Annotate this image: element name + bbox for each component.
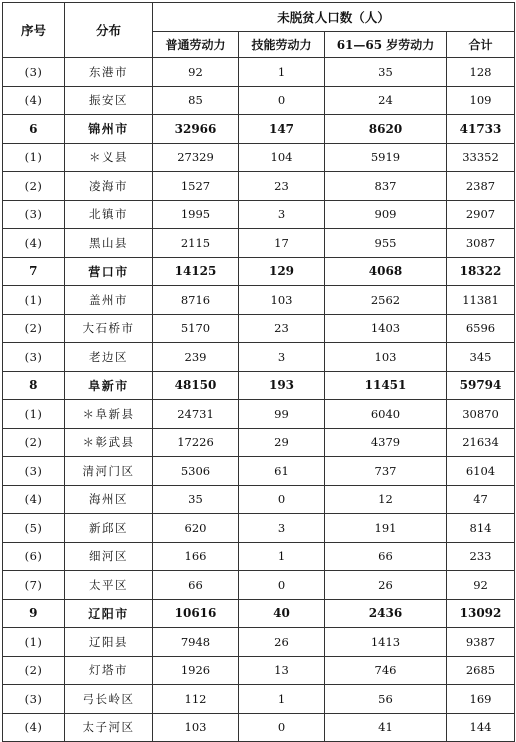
cell-ordinary: 5306 [153,457,239,486]
cell-age-61-65: 909 [325,200,447,229]
header-ordinary: 普通劳动力 [153,32,239,58]
cell-total: 814 [447,514,515,543]
header-group: 未脱贫人口数（人） [153,3,515,32]
table-row [3,428,515,457]
cell-ordinary: 166 [153,542,239,571]
cell-region-name: 老边区 [65,343,153,372]
cell-seq: (1) [3,400,65,429]
cell-age-61-65: 24 [325,86,447,115]
cell-region-name: 阜新市 [65,371,153,400]
cell-skilled: 23 [239,314,325,343]
cell-skilled: 1 [239,542,325,571]
table-row [3,514,515,543]
cell-age-61-65: 4068 [325,257,447,286]
cell-seq: (3) [3,200,65,229]
cell-region-name: 细河区 [65,542,153,571]
cell-skilled: 1 [239,58,325,87]
header-age-61-65: 61—65 岁劳动力 [325,32,447,58]
cell-seq: (7) [3,571,65,600]
cell-skilled: 29 [239,428,325,457]
cell-skilled: 147 [239,115,325,144]
city-row [3,371,515,400]
cell-region-name: 清河门区 [65,457,153,486]
cell-skilled: 103 [239,286,325,315]
table-row [3,143,515,172]
cell-total: 59794 [447,371,515,400]
table-row [3,172,515,201]
header-region: 分布 [65,3,153,58]
cell-total: 30870 [447,400,515,429]
cell-age-61-65: 12 [325,485,447,514]
cell-ordinary: 239 [153,343,239,372]
cell-age-61-65: 26 [325,571,447,600]
cell-ordinary: 5170 [153,314,239,343]
cell-skilled: 0 [239,485,325,514]
cell-region-name: 灯塔市 [65,656,153,685]
cell-seq: (4) [3,713,65,742]
cell-skilled: 26 [239,628,325,657]
cell-seq: 6 [3,115,65,144]
cell-ordinary: 1926 [153,656,239,685]
cell-total: 21634 [447,428,515,457]
cell-region-name: 黑山县 [65,229,153,258]
cell-skilled: 99 [239,400,325,429]
document-page [2,2,514,735]
cell-region-name: 弓长岭区 [65,685,153,714]
cell-skilled: 40 [239,599,325,628]
cell-ordinary: 10616 [153,599,239,628]
cell-seq: (4) [3,485,65,514]
cell-skilled: 129 [239,257,325,286]
cell-total: 169 [447,685,515,714]
cell-skilled: 0 [239,713,325,742]
table-header [3,3,515,58]
cell-region-name: 新邱区 [65,514,153,543]
cell-total: 6596 [447,314,515,343]
cell-ordinary: 66 [153,571,239,600]
cell-region-name: 盖州市 [65,286,153,315]
table-row [3,542,515,571]
cell-region-name: 北镇市 [65,200,153,229]
cell-total: 3087 [447,229,515,258]
cell-age-61-65: 8620 [325,115,447,144]
table-row [3,685,515,714]
city-row [3,115,515,144]
cell-total: 233 [447,542,515,571]
cell-skilled: 193 [239,371,325,400]
cell-skilled: 3 [239,200,325,229]
table-body [3,58,515,742]
cell-age-61-65: 4379 [325,428,447,457]
cell-total: 6104 [447,457,515,486]
table-row [3,343,515,372]
cell-region-name: ＊彰武县 [65,428,153,457]
cell-ordinary: 7948 [153,628,239,657]
cell-ordinary: 48150 [153,371,239,400]
cell-seq: (2) [3,314,65,343]
cell-age-61-65: 103 [325,343,447,372]
cell-age-61-65: 2436 [325,599,447,628]
cell-seq: (1) [3,628,65,657]
cell-seq: (1) [3,286,65,315]
cell-seq: (4) [3,229,65,258]
table-row [3,86,515,115]
cell-skilled: 0 [239,86,325,115]
cell-seq: 8 [3,371,65,400]
cell-skilled: 3 [239,514,325,543]
cell-seq: (3) [3,457,65,486]
cell-ordinary: 1527 [153,172,239,201]
cell-ordinary: 620 [153,514,239,543]
cell-seq: (4) [3,86,65,115]
cell-region-name: 凌海市 [65,172,153,201]
cell-ordinary: 14125 [153,257,239,286]
cell-age-61-65: 41 [325,713,447,742]
table-row [3,571,515,600]
cell-seq: (6) [3,542,65,571]
cell-age-61-65: 66 [325,542,447,571]
cell-ordinary: 112 [153,685,239,714]
cell-skilled: 3 [239,343,325,372]
cell-ordinary: 85 [153,86,239,115]
cell-region-name: ＊义县 [65,143,153,172]
cell-age-61-65: 2562 [325,286,447,315]
cell-seq: (2) [3,428,65,457]
cell-total: 2685 [447,656,515,685]
cell-total: 18322 [447,257,515,286]
table-row [3,485,515,514]
cell-skilled: 1 [239,685,325,714]
cell-skilled: 61 [239,457,325,486]
cell-age-61-65: 191 [325,514,447,543]
cell-ordinary: 8716 [153,286,239,315]
cell-ordinary: 24731 [153,400,239,429]
cell-region-name: 振安区 [65,86,153,115]
header-seq: 序号 [3,3,65,58]
cell-ordinary: 92 [153,58,239,87]
cell-total: 144 [447,713,515,742]
table-row [3,713,515,742]
cell-age-61-65: 11451 [325,371,447,400]
cell-seq: (2) [3,656,65,685]
cell-seq: 7 [3,257,65,286]
cell-region-name: 海州区 [65,485,153,514]
cell-total: 109 [447,86,515,115]
cell-skilled: 13 [239,656,325,685]
header-skilled: 技能劳动力 [239,32,325,58]
cell-total: 92 [447,571,515,600]
cell-total: 11381 [447,286,515,315]
cell-total: 128 [447,58,515,87]
cell-region-name: 锦州市 [65,115,153,144]
cell-ordinary: 2115 [153,229,239,258]
cell-seq: (3) [3,343,65,372]
cell-region-name: 太平区 [65,571,153,600]
cell-region-name: 东港市 [65,58,153,87]
cell-age-61-65: 6040 [325,400,447,429]
table-row [3,628,515,657]
cell-region-name: 辽阳县 [65,628,153,657]
cell-region-name: 大石桥市 [65,314,153,343]
cell-total: 13092 [447,599,515,628]
cell-skilled: 17 [239,229,325,258]
header-row-top [3,3,515,32]
table-row [3,400,515,429]
table-row [3,200,515,229]
cell-total: 2387 [447,172,515,201]
cell-total: 345 [447,343,515,372]
cell-region-name: ＊阜新县 [65,400,153,429]
cell-age-61-65: 737 [325,457,447,486]
cell-ordinary: 17226 [153,428,239,457]
cell-skilled: 23 [239,172,325,201]
header-total: 合计 [447,32,515,58]
cell-seq: (1) [3,143,65,172]
cell-age-61-65: 35 [325,58,447,87]
cell-ordinary: 32966 [153,115,239,144]
cell-seq: (3) [3,58,65,87]
cell-seq: (2) [3,172,65,201]
cell-total: 41733 [447,115,515,144]
cell-ordinary: 35 [153,485,239,514]
cell-seq: (3) [3,685,65,714]
cell-age-61-65: 56 [325,685,447,714]
city-row [3,257,515,286]
cell-skilled: 0 [239,571,325,600]
cell-age-61-65: 837 [325,172,447,201]
cell-region-name: 营口市 [65,257,153,286]
table-row [3,656,515,685]
cell-age-61-65: 5919 [325,143,447,172]
table-row [3,229,515,258]
table-row [3,286,515,315]
cell-age-61-65: 746 [325,656,447,685]
cell-region-name: 太子河区 [65,713,153,742]
cell-seq: 9 [3,599,65,628]
cell-ordinary: 103 [153,713,239,742]
cell-total: 9387 [447,628,515,657]
cell-age-61-65: 955 [325,229,447,258]
cell-region-name: 辽阳市 [65,599,153,628]
cell-ordinary: 27329 [153,143,239,172]
cell-seq: (5) [3,514,65,543]
table-row [3,457,515,486]
table-row [3,58,515,87]
table-row [3,314,515,343]
cell-total: 2907 [447,200,515,229]
poverty-population-table [2,2,515,742]
cell-age-61-65: 1413 [325,628,447,657]
cell-age-61-65: 1403 [325,314,447,343]
cell-ordinary: 1995 [153,200,239,229]
cell-total: 33352 [447,143,515,172]
city-row [3,599,515,628]
cell-skilled: 104 [239,143,325,172]
cell-total: 47 [447,485,515,514]
